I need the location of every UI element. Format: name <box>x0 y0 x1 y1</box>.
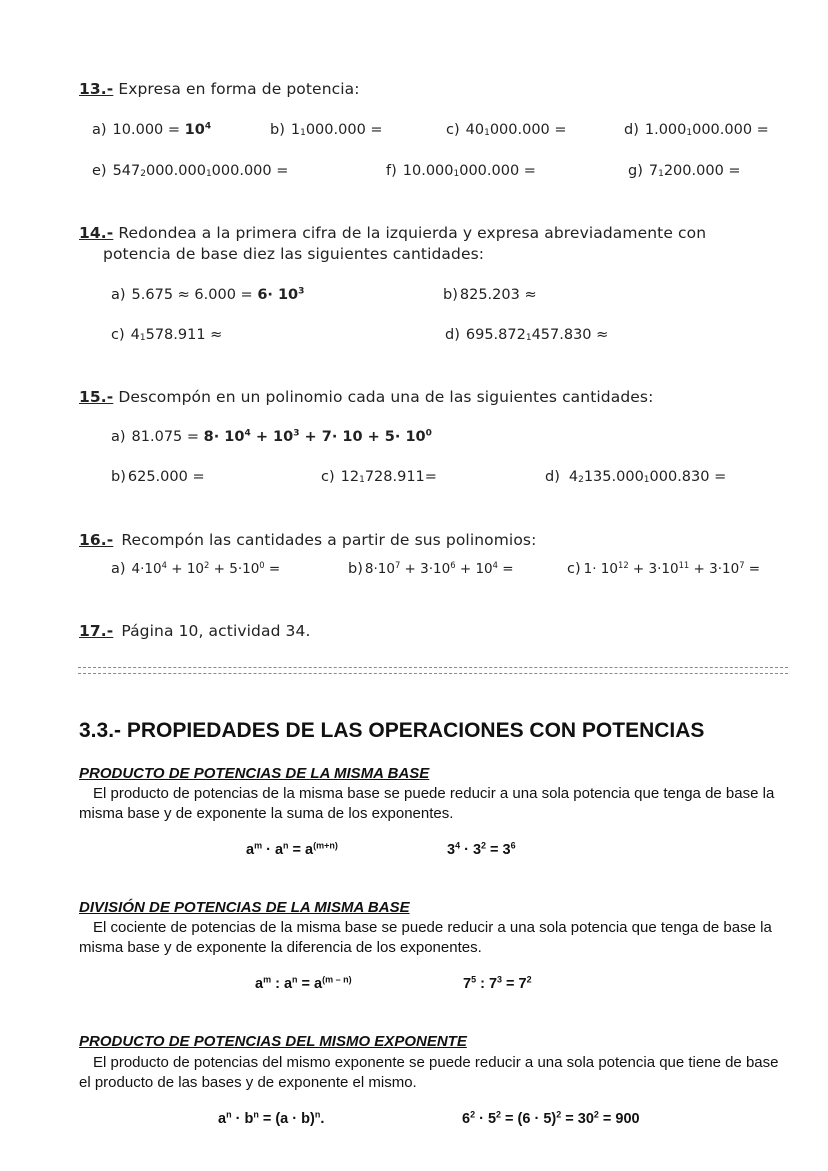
exercise-13-item-f: f) $10.000_1000.000$ = <box>386 163 536 179</box>
exercise-13-item-c: c) $40_1000.000$ = <box>446 122 567 138</box>
property-2-example-formula: $7^5$ : $7^3 = 7^2$ <box>463 974 532 992</box>
exercise-16-item-a: a) $4\cdot 10^4 + 10^2 + 5\cdot 10^0$ = <box>111 559 281 577</box>
exercise-16-heading <box>79 531 536 549</box>
property-3-heading: PRODUCTO DE POTENCIAS DEL MISMO EXPONENTE <box>79 1033 467 1050</box>
exercise-13-item-e: e) $547_2000.000_1000.000$ = <box>92 163 289 179</box>
exercise-number: 13.- <box>79 80 114 98</box>
exercise-16-item-b: b) $8\cdot 10^7 + 3\cdot 10^6 + 10^4$ = <box>348 559 514 577</box>
exercise-14-item-a: a) $5.675 \approx 6.000 = 6\cdot 10^3$ <box>111 286 305 303</box>
exercise-15-item-c: c) $12_1728.911=$ <box>321 469 437 485</box>
exercise-14-title-line2: potencia de base diez las siguientes cantidades: <box>103 245 485 263</box>
property-1-text: El producto de potencias de la misma base se puede reducir a una sola potencia que tenga de base la misma base y de exponente la suma de los exponentes. <box>79 785 775 822</box>
exercise-15-heading <box>79 388 653 406</box>
exercise-15-item-b: b) 625.000 = <box>111 469 205 485</box>
property-3-text: El producto de potencias del mismo exponente se puede reducir a una sola potencia que tiene de base el producto de las bases y de exponente el mismo. <box>79 1054 779 1091</box>
exercise-16-item-c: c) $1\cdot 10^{12} + 3\cdot 10^{11} + 3\cdot 10^7$ = <box>567 559 761 577</box>
property-2-heading: DIVISIÓN DE POTENCIAS DE LA MISMA BASE <box>79 899 410 916</box>
exercise-title: Redondea a la primera cifra de la izquierda y expresa abreviadamente con <box>118 224 707 242</box>
exercise-13-item-b: b) $1_1000.000$ = <box>270 122 383 138</box>
property-2-text: El cociente de potencias de la misma base se puede reducir a una sola potencia que tenga de base la misma base y de exponente la diferencia de los exponentes. <box>79 919 772 956</box>
exercise-14-item-d: d) $695.872_1457.830$ ≈ <box>445 327 609 343</box>
exercise-17-heading <box>79 622 311 640</box>
property-1-general-formula: $a^m \cdot a^n = a^{(m+n)}$ <box>246 840 338 858</box>
exercise-13-item-a: a) $10.000 = 10^4$ <box>92 121 212 138</box>
exercise-13-heading <box>79 80 360 98</box>
property-2-general-formula: $a^m$ : $a^n = a^{(m - n)}$ <box>255 974 352 992</box>
exercise-15-item-a: a) $81.075 = 8\cdot 10^4 + 10^3 + 7\cdot 10 + 5\cdot 10^0$ <box>111 428 432 445</box>
exercise-title: Descompón en un polinomio cada una de las siguientes cantidades: <box>118 388 654 406</box>
separator-line-top <box>78 667 788 668</box>
property-3-example-formula: $6^2 \cdot 5^2 = (6 \cdot 5)^2 = 30^2 = 900$ <box>462 1109 640 1127</box>
exercise-number: 15.- <box>79 388 114 406</box>
exercise-14-item-c: c) $4_1578.911$ ≈ <box>111 327 223 343</box>
exercise-14-heading <box>79 224 706 242</box>
property-1-heading: PRODUCTO DE POTENCIAS DE LA MISMA BASE <box>79 765 430 782</box>
exercise-number: 17.- <box>79 622 114 640</box>
section-title: 3.3.- PROPIEDADES DE LAS OPERACIONES CON POTENCIAS <box>79 719 705 742</box>
exercise-title: Página 10, actividad 34. <box>121 622 311 640</box>
property-1-example-formula: $3^4 \cdot 3^2 = 3^6$ <box>447 840 516 858</box>
exercise-number: 16.- <box>79 531 114 549</box>
exercise-15-item-d: d) $4_2135.000_1000.830$ = <box>545 469 727 485</box>
separator-line-bottom <box>78 673 788 674</box>
exercise-13-item-g: g) $7_1200.000$ = <box>628 163 741 179</box>
exercise-14-item-b: b) 825.203 ≈ <box>443 287 537 303</box>
exercise-title: Recompón las cantidades a partir de sus polinomios: <box>121 531 537 549</box>
exercise-title: Expresa en forma de potencia: <box>118 80 360 98</box>
exercise-number: 14.- <box>79 224 114 242</box>
property-3-general-formula: $a^n \cdot b^n = (a \cdot b)^n$. <box>218 1109 325 1127</box>
exercise-13-item-d: d) $1.000_1000.000$ = <box>624 122 769 138</box>
